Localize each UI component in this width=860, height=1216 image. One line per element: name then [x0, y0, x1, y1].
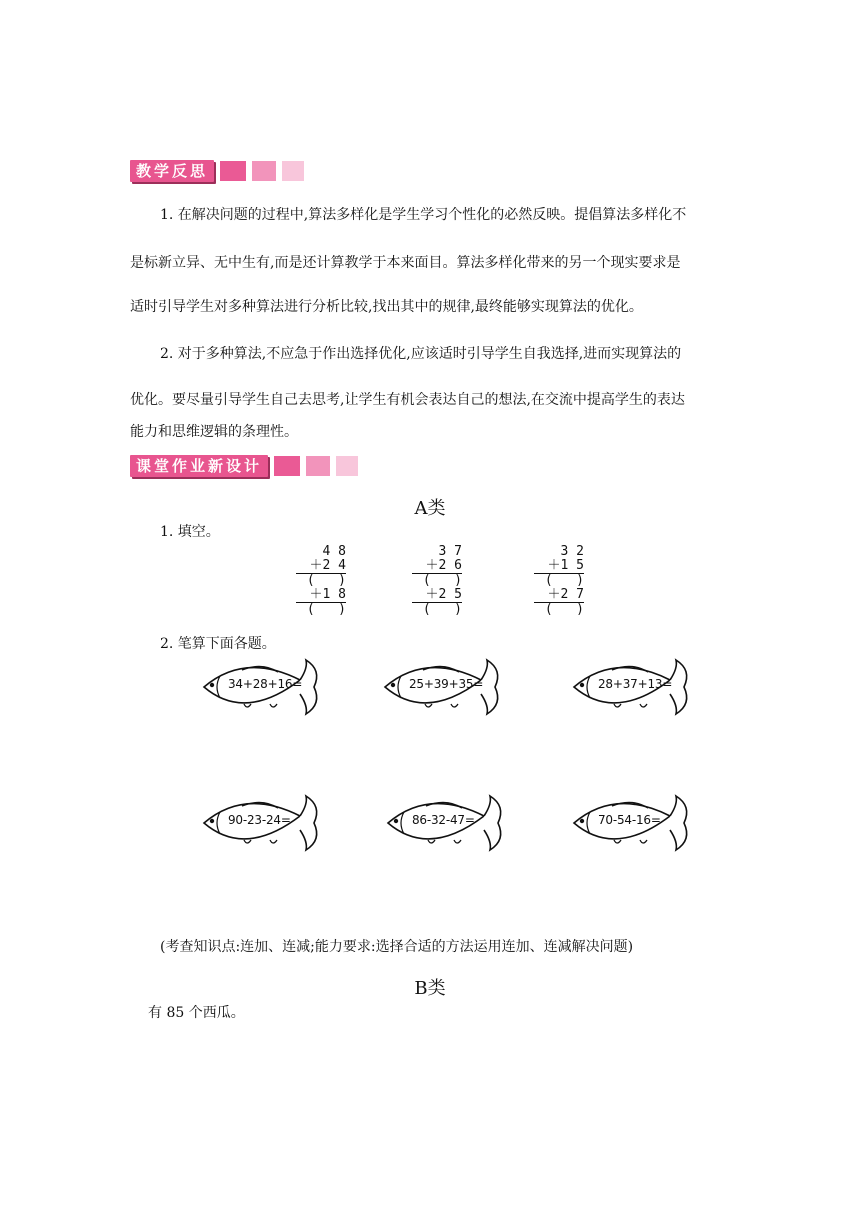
answer-blank: ( )	[422, 573, 462, 588]
fish-problem-1	[200, 656, 330, 718]
reflection-p1-line2: 是标新立异、无中生有,而是还计算教学于本来面目。算法多样化带来的另一个现实要求是	[130, 255, 681, 271]
banner-decoration-square	[336, 456, 358, 476]
reflection-p1-line1: 1. 在解决问题的过程中,算法多样化是学生学习个性化的必然反映。提倡算法多样化不	[160, 207, 687, 223]
question-1-label: 1. 填空。	[160, 524, 220, 540]
vertical-problem-1	[296, 545, 346, 617]
fish-expression: 34+28+16=	[228, 677, 303, 691]
answer-blank: ( )	[544, 573, 584, 588]
fish-problem-2	[381, 656, 511, 718]
reflection-p2-line1: 2. 对于多种算法,不应急于作出选择优化,应该适时引导学生自我选择,进而实现算法的	[160, 346, 682, 362]
fish-problem-5	[384, 792, 514, 854]
answer-blank: ( )	[306, 573, 346, 588]
operand: 3 7	[438, 544, 462, 559]
addend: ＋2 5	[425, 587, 462, 602]
reflection-p2-line3: 能力和思维逻辑的条理性。	[130, 424, 298, 440]
fish-problem-4	[200, 792, 330, 854]
fish-expression: 90-23-24=	[228, 813, 291, 827]
reflection-banner-title: 教学反思	[130, 160, 214, 182]
homework-banner	[130, 455, 358, 477]
operand: 3 2	[560, 544, 584, 559]
fish-problem-3	[570, 656, 700, 718]
banner-decoration-square	[282, 161, 304, 181]
question-2-label: 2. 笔算下面各题。	[160, 636, 276, 652]
vertical-problem-3	[534, 545, 584, 617]
fish-expression: 70-54-16=	[598, 813, 661, 827]
fish-expression: 25+39+35=	[409, 677, 484, 691]
addend: ＋2 6	[425, 558, 462, 573]
banner-decoration-square	[220, 161, 246, 181]
section-a-heading: A类	[414, 498, 446, 519]
addend: ＋2 4	[309, 558, 346, 573]
fish-expression: 86-32-47=	[412, 813, 475, 827]
fish-expression: 28+37+13=	[598, 677, 673, 691]
vertical-problem-2	[412, 545, 462, 617]
banner-decoration-square	[274, 456, 300, 476]
reflection-banner	[130, 160, 304, 182]
addend: ＋1 8	[309, 587, 346, 602]
reflection-p1-line3: 适时引导学生对多种算法进行分析比较,找出其中的规律,最终能够实现算法的优化。	[130, 299, 643, 315]
reflection-p2-line2: 优化。要尽量引导学生自己去思考,让学生有机会表达自己的想法,在交流中提高学生的表达	[130, 392, 685, 408]
knowledge-note: (考查知识点:连加、连减;能力要求:选择合适的方法运用连加、连减解决问题)	[160, 939, 634, 955]
fish-problem-6	[570, 792, 700, 854]
answer-blank: ( )	[544, 602, 584, 617]
banner-decoration-square	[306, 456, 330, 476]
answer-blank: ( )	[306, 602, 346, 617]
section-b-heading: B类	[414, 978, 446, 999]
homework-banner-title: 课堂作业新设计	[130, 455, 268, 477]
operand: 4 8	[322, 544, 346, 559]
banner-decoration-square	[252, 161, 276, 181]
answer-blank: ( )	[422, 602, 462, 617]
addend: ＋2 7	[547, 587, 584, 602]
section-b-text: 有 85 个西瓜。	[148, 1005, 245, 1021]
addend: ＋1 5	[547, 558, 584, 573]
